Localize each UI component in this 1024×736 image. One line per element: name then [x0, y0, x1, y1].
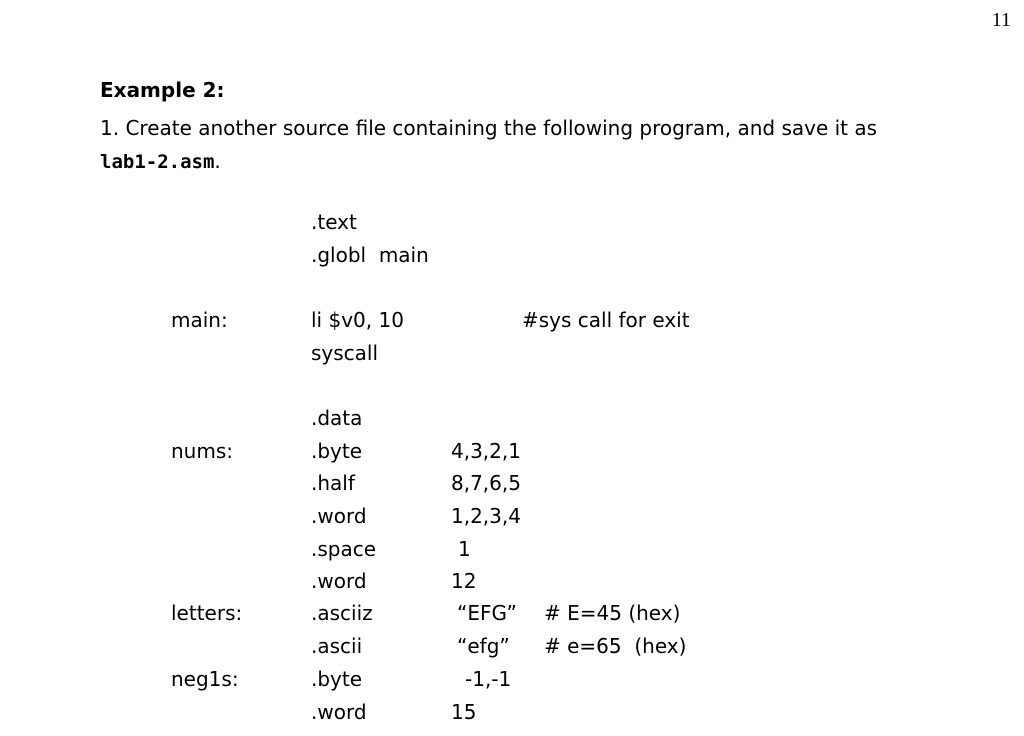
filename: lab1-2.asm — [100, 151, 215, 173]
half-values: 8,7,6,5 — [451, 471, 521, 495]
instruction-period: . — [214, 149, 221, 173]
word-value: 15 — [451, 700, 477, 724]
asciiz-directive: .asciiz — [311, 601, 373, 625]
ascii-comment: # e=65 (hex) — [544, 634, 687, 658]
nums-label: nums: — [171, 439, 233, 463]
half-directive: .half — [311, 471, 355, 495]
ascii-directive: .ascii — [311, 634, 363, 658]
syscall-instruction: syscall — [311, 341, 379, 365]
instruction-text: 1. Create another source file containing the following program, and save it as — [100, 116, 878, 140]
word-value: 12 — [451, 569, 477, 593]
byte-values: -1,-1 — [465, 667, 512, 691]
text-directive: .text — [311, 210, 357, 234]
asciiz-comment: # E=45 (hex) — [544, 601, 681, 625]
globl-directive: .globl main — [311, 243, 429, 267]
asciiz-value: “EFG” — [457, 601, 517, 625]
li-instruction: li $v0, 10 — [311, 308, 404, 332]
neg1s-label: neg1s: — [171, 667, 239, 691]
word-directive: .word — [311, 700, 367, 724]
word-values: 1,2,3,4 — [451, 504, 521, 528]
example-heading: Example 2: — [100, 78, 225, 102]
space-directive: .space — [311, 537, 377, 561]
instruction-paragraph — [100, 112, 930, 179]
page-number: 11 — [991, 9, 1011, 31]
word-directive: .word — [311, 504, 367, 528]
space-value: 1 — [458, 537, 471, 561]
ascii-value: “efg” — [457, 634, 510, 658]
main-label: main: — [171, 308, 228, 332]
letters-label: letters: — [171, 601, 243, 625]
data-directive: .data — [311, 406, 363, 430]
word-directive: .word — [311, 569, 367, 593]
byte-directive: .byte — [311, 667, 363, 691]
byte-directive: .byte — [311, 439, 363, 463]
li-comment: #sys call for exit — [522, 308, 690, 332]
byte-values: 4,3,2,1 — [451, 439, 521, 463]
